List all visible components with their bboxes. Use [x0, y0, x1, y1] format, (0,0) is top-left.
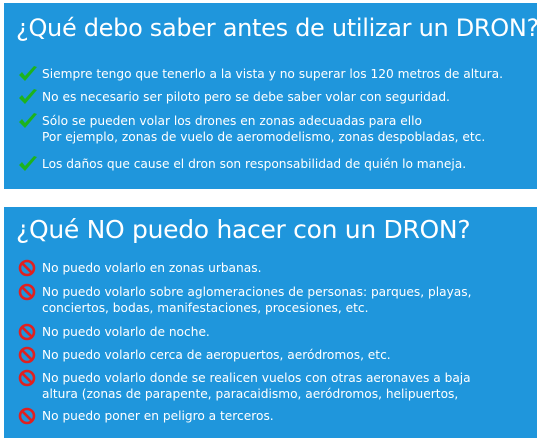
forbidden-item-line: No puedo volarlo en zonas urbanas. — [42, 261, 262, 275]
checkmark-icon — [18, 112, 38, 130]
prohibited-icon — [18, 346, 38, 364]
forbidden-item-line: No puedo poner en peligro a terceros. — [42, 409, 274, 423]
forbidden-item-line: No puedo volarlo cerca de aeropuertos, aeródromos, etc. — [42, 348, 391, 362]
allowed-item-line: No es necesario ser piloto pero se debe saber volar con seguridad. — [42, 90, 450, 104]
prohibited-icon — [18, 259, 38, 277]
allowed-item-line: Siempre tengo que tenerlo a la vista y no superar los 120 metros de altura. — [42, 67, 504, 81]
allowed-section — [4, 3, 537, 189]
checkmark-icon — [18, 155, 38, 173]
forbidden-item-line: altura (zonas de parapente, paracaidismo, aeródromos, helipuertos, — [42, 387, 459, 401]
allowed-section-title: ¿Qué debo saber antes de utilizar un DRON? — [16, 14, 539, 42]
checkmark-icon — [18, 88, 38, 106]
prohibited-icon — [18, 369, 38, 387]
prohibited-icon — [18, 283, 38, 301]
prohibited-icon — [18, 323, 38, 341]
forbidden-section-title: ¿Qué NO puedo hacer con un DRON? — [16, 215, 471, 244]
allowed-item-line: Por ejemplo, zonas de vuelo de aeromodelismo, zonas despobladas, etc. — [42, 130, 486, 144]
forbidden-item-line: No puedo volarlo sobre aglomeraciones de personas: parques, playas, — [42, 285, 472, 299]
forbidden-section — [4, 207, 537, 438]
forbidden-item-line: conciertos, bodas, manifestaciones, procesiones, etc. — [42, 301, 369, 315]
forbidden-item-line: No puedo volarlo de noche. — [42, 325, 210, 339]
allowed-item-line: Los daños que cause el dron son responsabilidad de quién lo maneja. — [42, 157, 467, 171]
prohibited-icon — [18, 407, 38, 425]
allowed-item-line: Sólo se pueden volar los drones en zonas adecuadas para ello — [42, 114, 422, 128]
checkmark-icon — [18, 65, 38, 83]
forbidden-item-line: No puedo volarlo donde se realicen vuelos con otras aeronaves a baja — [42, 371, 471, 385]
